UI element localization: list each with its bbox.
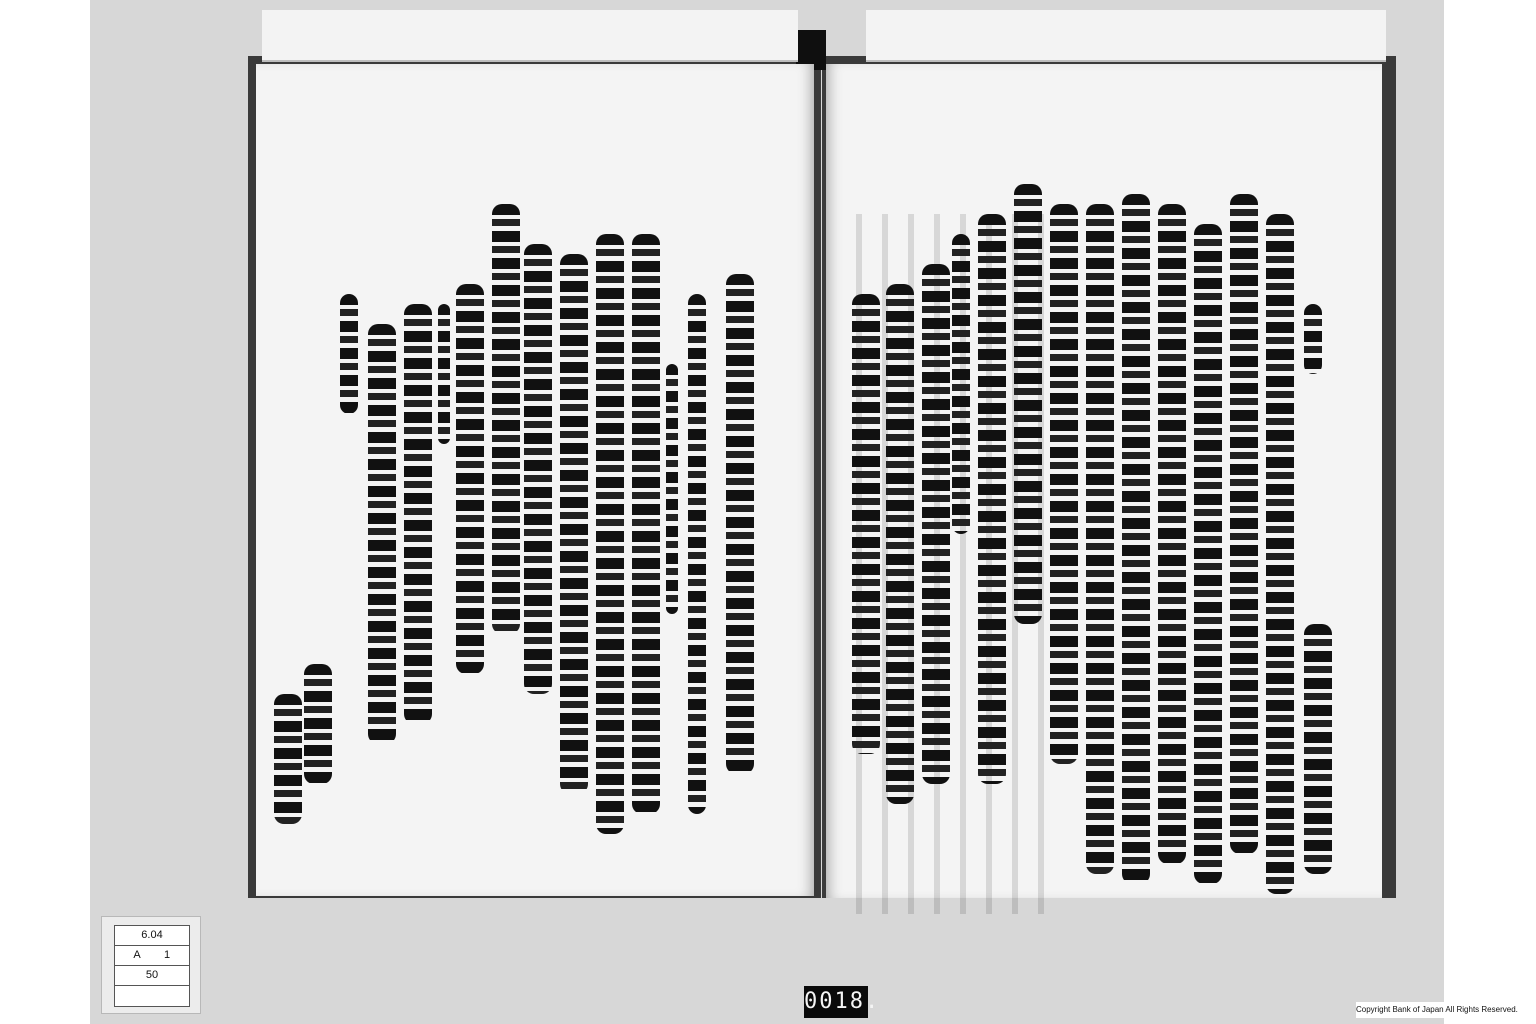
reference-card (101, 916, 201, 1014)
reference-row-1: 6.04 (115, 926, 189, 946)
handwritten-column (1194, 224, 1222, 884)
handwritten-column (560, 254, 588, 794)
handwritten-column (492, 204, 520, 634)
handwritten-column (404, 304, 432, 724)
handwritten-column (1050, 204, 1078, 764)
left-margin (0, 0, 90, 1024)
handwritten-column (688, 294, 706, 814)
handwritten-column (1158, 204, 1186, 864)
handwritten-column (886, 284, 914, 804)
handwritten-column (1230, 194, 1258, 854)
handwritten-column (1266, 214, 1294, 894)
handwritten-column (852, 294, 880, 754)
reference-table (114, 925, 190, 1007)
handwritten-column (1304, 624, 1332, 874)
handwritten-column (1014, 184, 1042, 624)
handwritten-column (524, 244, 552, 694)
handwritten-column (304, 664, 332, 784)
left-page (256, 64, 814, 896)
handwritten-column (1304, 304, 1322, 374)
right-page-stack (866, 10, 1386, 62)
handwritten-column (978, 214, 1006, 784)
handwritten-column (456, 284, 484, 674)
reference-row-2-left: A (133, 949, 141, 961)
handwritten-column (340, 294, 358, 414)
handwritten-column (922, 264, 950, 784)
handwritten-column (274, 694, 302, 824)
handwritten-column (1122, 194, 1150, 884)
frame-number: 0018. (804, 986, 868, 1018)
copyright-notice: Copyright Bank of Japan All Rights Reserved. (1356, 1002, 1536, 1018)
handwritten-column (368, 324, 396, 744)
left-page-stack (262, 10, 798, 62)
handwritten-column (596, 234, 624, 834)
reference-row-2-right: 1 (163, 949, 171, 961)
reference-row-2 (115, 946, 189, 966)
handwritten-column (438, 304, 450, 444)
handwritten-column (632, 234, 660, 814)
handwritten-column (1086, 204, 1114, 874)
right-margin (1444, 0, 1536, 1024)
handwritten-column (726, 274, 754, 774)
handwritten-column (952, 234, 970, 534)
handwritten-column (666, 364, 678, 614)
right-page (826, 64, 1382, 898)
reference-row-3: 50 (115, 966, 189, 986)
